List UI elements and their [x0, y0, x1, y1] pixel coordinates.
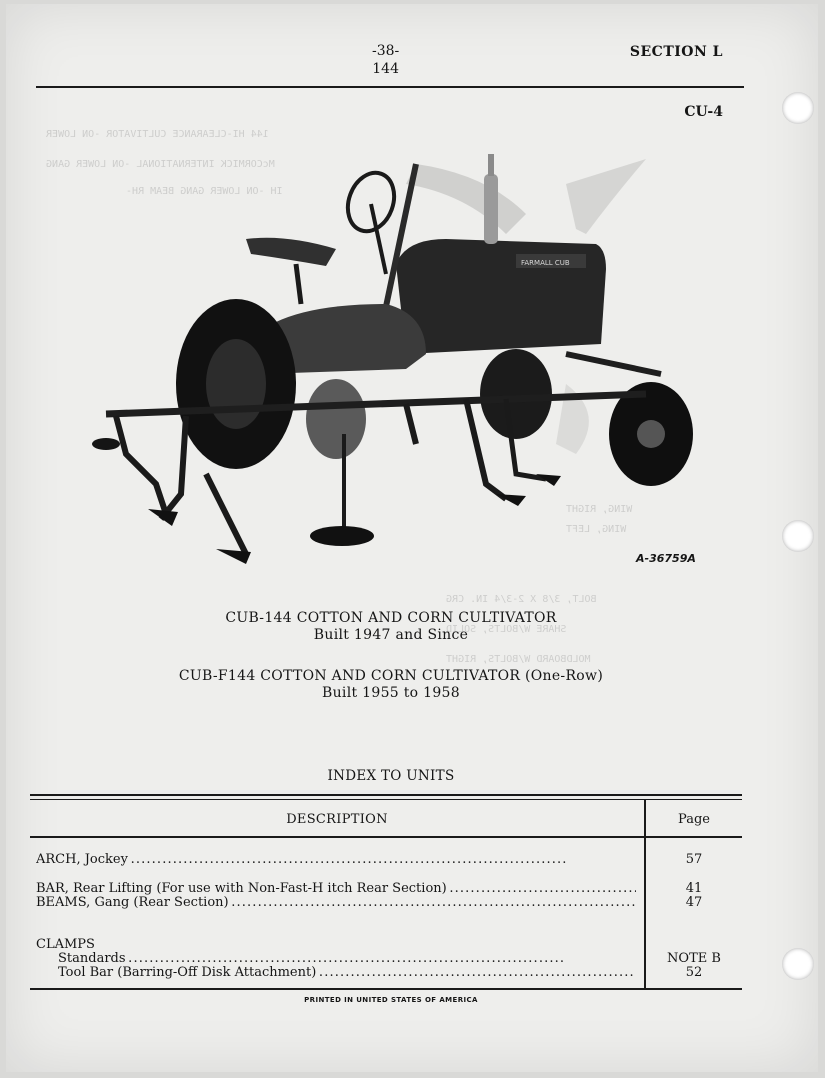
table-rule [30, 836, 742, 838]
caption-2-subtitle: Built 1955 to 1958 [322, 685, 460, 701]
bleed-through-text: WING, RIGHT [566, 504, 633, 515]
row-page: 52 [685, 965, 703, 980]
bleed-through-text: WING, LEFT [566, 524, 627, 535]
document-page [6, 4, 818, 1072]
index-title: INDEX TO UNITS [327, 768, 455, 784]
binder-hole-top [782, 92, 814, 124]
svg-text:FARMALL CUB: FARMALL CUB [521, 259, 570, 267]
header-rule [36, 86, 744, 88]
bleed-through-text: SHARE W/BOLTS, SOLID [446, 624, 567, 635]
bleed-through-text: BOLT, 3/8 X 2-3/4 IN. CRG [446, 594, 597, 605]
row-description: BAR, Rear Lifting (For use with Non-Fast-H itch Rear Section) . . . [36, 881, 636, 896]
row-description: BEAMS, Gang (Rear Section) . . . [36, 895, 636, 910]
row-description: Standards . . . [58, 951, 636, 966]
figure-id: A-36759A [636, 552, 696, 565]
row-description: Tool Bar (Barring-Off Disk Attachment) . . . [58, 965, 636, 980]
printed-in-footer: PRINTED IN UNITED STATES OF AMERICA [304, 996, 478, 1004]
column-header-description: DESCRIPTION [286, 812, 388, 827]
bleed-through-text: MOLDBOARD W/BOLTS, RIGHT [446, 654, 591, 665]
binder-hole-bottom [782, 948, 814, 980]
row-page: 57 [685, 852, 703, 867]
table-row [30, 937, 742, 952]
bleed-through-text: McCORMICK INTERNATIONAL -ON LOWER GANG [46, 159, 275, 170]
table-row [30, 965, 742, 980]
model-number: 144 [372, 61, 399, 77]
section-label: SECTION L [629, 44, 723, 60]
table-rule [30, 794, 742, 796]
column-header-page: Page [678, 812, 710, 827]
row-description: CLAMPS [36, 937, 95, 952]
table-rule [30, 988, 742, 990]
table-rule [30, 799, 742, 800]
binder-hole-middle [782, 520, 814, 552]
bleed-through-text: IH -ON LOWER GANG BEAM RH- [126, 186, 283, 197]
section-code: CU-4 [684, 104, 723, 120]
row-page: NOTE B [667, 951, 721, 966]
page-number-block [372, 42, 399, 78]
table-row [30, 852, 742, 867]
caption-1-subtitle: Built 1947 and Since [313, 627, 469, 643]
table-row [30, 895, 742, 910]
index-table [30, 794, 742, 990]
table-row [30, 881, 742, 896]
row-page: 47 [685, 895, 703, 910]
page-number: -38- [372, 43, 400, 59]
tractor-with-cultivator-photo [86, 154, 726, 584]
bleed-through-text: 144 HI-CLEARANCE CULTIVATOR -ON LOWER [46, 129, 269, 140]
table-row [30, 951, 742, 966]
caption-2-title: CUB-F144 COTTON AND CORN CULTIVATOR (One-Row) [178, 668, 604, 684]
row-description: ARCH, Jockey . . . [36, 852, 636, 867]
row-page: 41 [685, 881, 703, 896]
caption-1-title: CUB-144 COTTON AND CORN CULTIVATOR [225, 610, 557, 626]
